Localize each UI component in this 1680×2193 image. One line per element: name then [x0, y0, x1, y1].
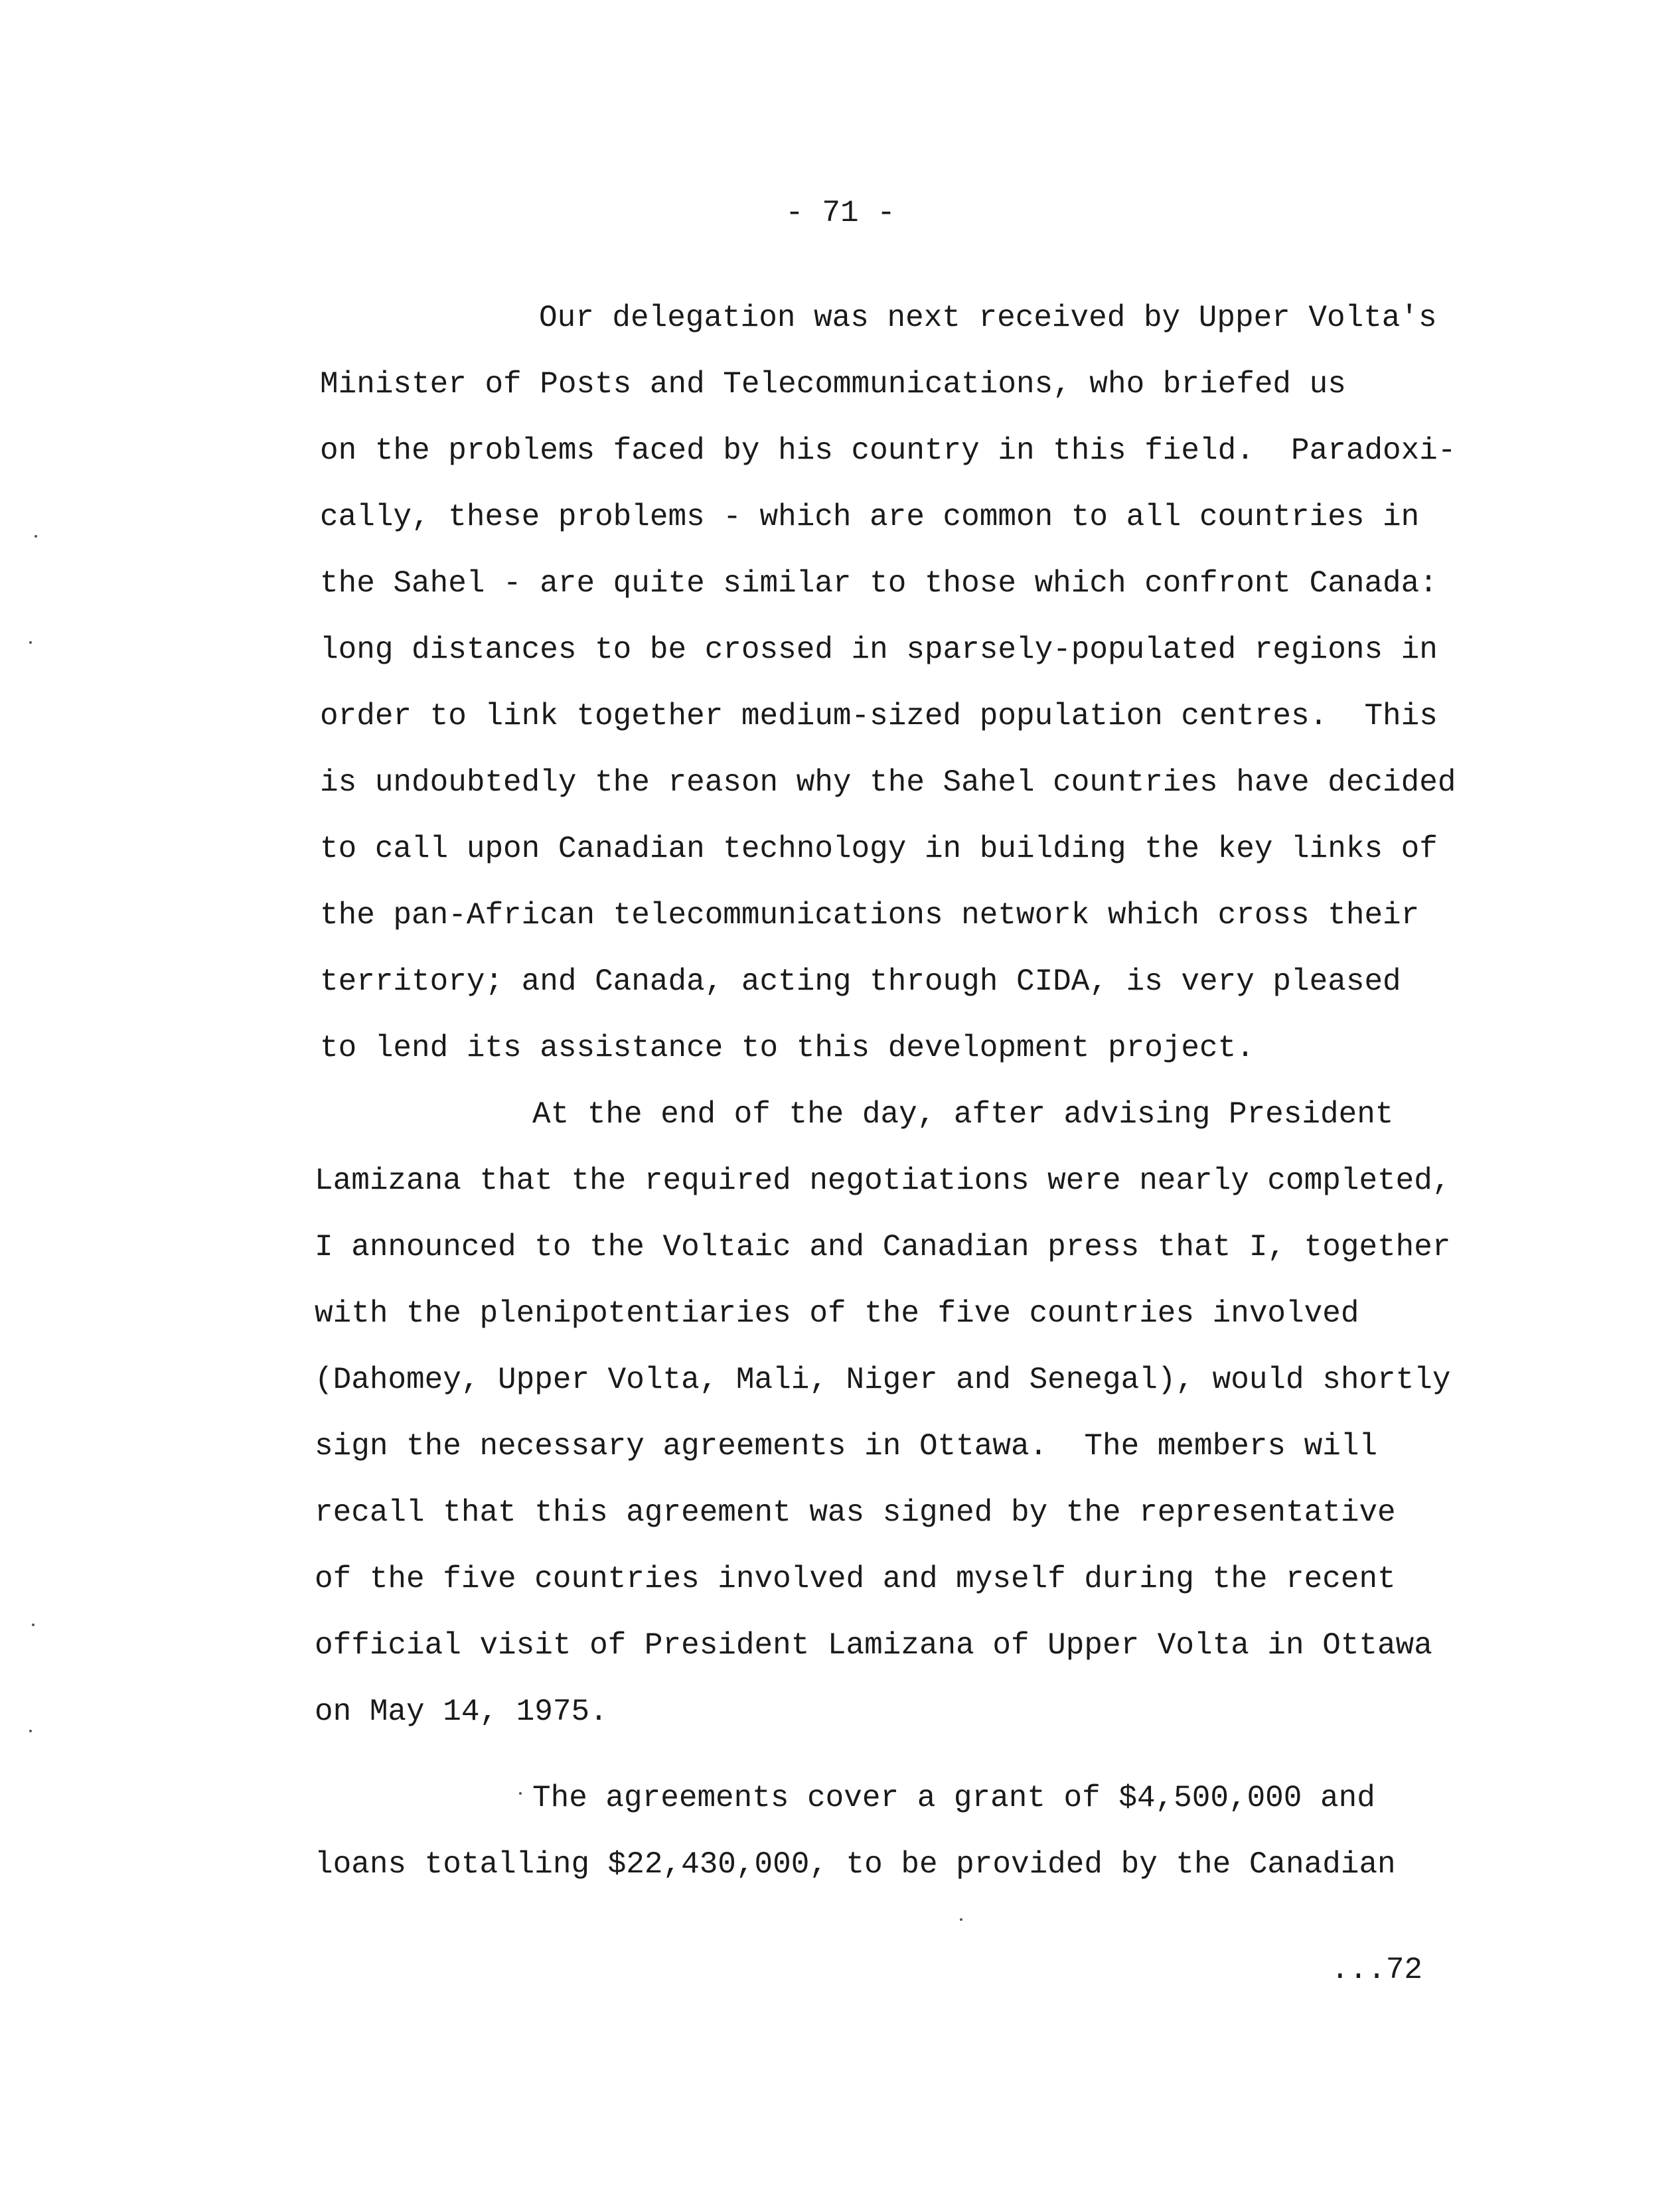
- paragraph-line: to call upon Canadian technology in building the key links of: [320, 832, 1438, 866]
- paragraph-line: cally, these problems - which are common to all countries in: [320, 500, 1420, 534]
- paragraph-line: of the five countries involved and myself during the recent: [315, 1562, 1396, 1596]
- paragraph-line: official visit of President Lamizana of Upper Volta in Ottawa: [315, 1628, 1432, 1663]
- scan-speck: [35, 535, 37, 538]
- paragraph-line: (Dahomey, Upper Volta, Mali, Niger and Senegal), would shortly: [315, 1363, 1451, 1397]
- paragraph-line: the pan-African telecommunications network which cross their: [320, 898, 1420, 933]
- paragraph-line: is undoubtedly the reason why the Sahel countries have decided: [320, 765, 1456, 800]
- page-number: - 71 -: [785, 196, 895, 230]
- paragraph-line: loans totalling $22,430,000, to be provided by the Canadian: [315, 1847, 1396, 1882]
- paragraph-line: long distances to be crossed in sparsely-populated regions in: [320, 633, 1438, 667]
- scan-speck: [960, 1918, 962, 1921]
- paragraph-line: territory; and Canada, acting through CIDA, is very pleased: [320, 964, 1401, 999]
- paragraph-line: sign the necessary agreements in Ottawa. The members will: [315, 1429, 1378, 1464]
- scan-speck: [32, 1624, 35, 1626]
- paragraph-line: I announced to the Voltaic and Canadian press that I, together: [315, 1230, 1451, 1264]
- paragraph-line: to lend its assistance to this development project.: [320, 1031, 1255, 1065]
- scan-speck: [519, 1792, 522, 1795]
- paragraph-line: order to link together medium-sized population centres. This: [320, 699, 1438, 733]
- paragraph-line: recall that this agreement was signed by the representative: [315, 1495, 1396, 1530]
- paragraph-line: on the problems faced by his country in this field. Paradoxi-: [320, 433, 1456, 468]
- paragraph-line: Minister of Posts and Telecommunications, who briefed us: [320, 367, 1346, 402]
- paragraph-line: the Sahel - are quite similar to those which confront Canada:: [320, 566, 1438, 601]
- paragraph-line: Lamizana that the required negotiations were nearly completed,: [315, 1164, 1451, 1198]
- paragraph-line: At the end of the day, after advising President: [532, 1097, 1394, 1132]
- continuation-marker: ...72: [1331, 1953, 1423, 1987]
- scan-speck: [29, 641, 32, 644]
- paragraph-line: Our delegation was next received by Upper Volta's: [539, 301, 1437, 335]
- paragraph-line: The agreements cover a grant of $4,500,000 and: [532, 1781, 1375, 1815]
- paragraph-line: on May 14, 1975.: [315, 1695, 608, 1729]
- scan-speck: [29, 1730, 32, 1732]
- paragraph-line: with the plenipotentiaries of the five countries involved: [315, 1296, 1359, 1331]
